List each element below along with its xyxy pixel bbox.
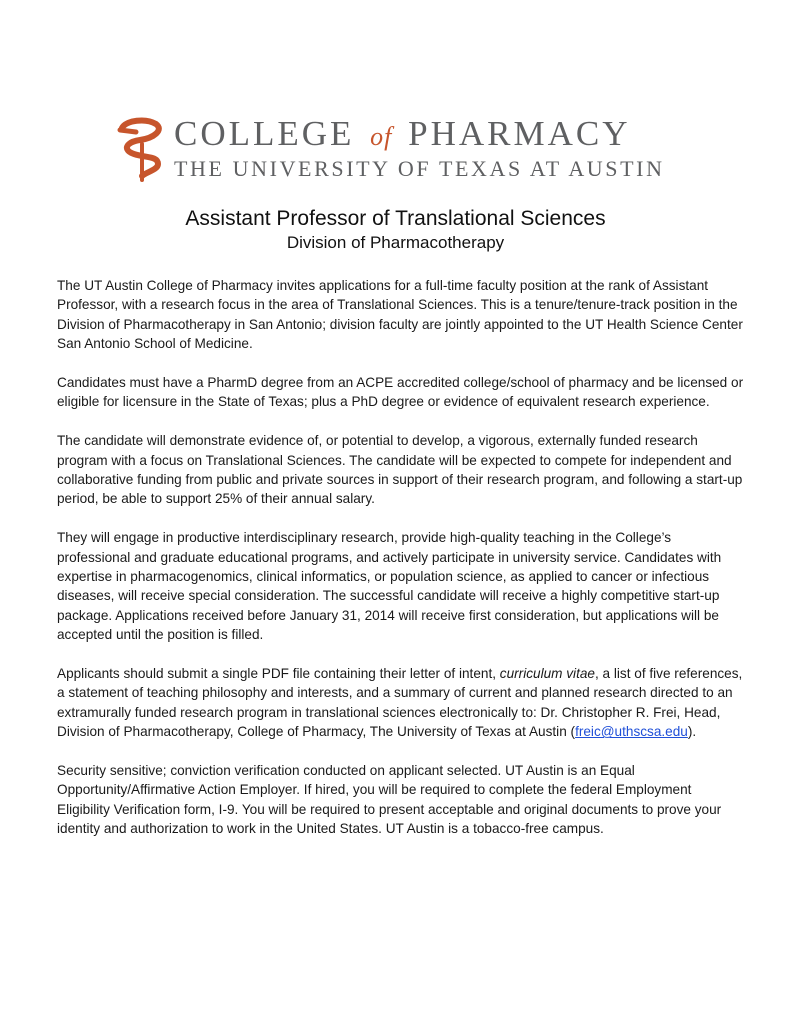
- document-body: [57, 276, 747, 858]
- application-cv-italic: curriculum vitae: [499, 666, 595, 682]
- paragraph-requirements: Candidates must have a PharmD degree from an ACPE accredited college/school of pharmacy and be licensed or eligible for licensure in the State of Texas; plus a PhD degree or evidence of equivalent research experience.: [57, 375, 744, 410]
- logo-university-text: THE UNIVERSITY OF TEXAS AT AUSTIN: [174, 156, 665, 181]
- logo-pharmacy-text: PHARMACY: [408, 114, 631, 153]
- rod-of-asclepius-logo-mark: [116, 114, 168, 184]
- page-subtitle: Division of Pharmacotherapy: [286, 233, 505, 252]
- paragraph-application: [57, 664, 747, 742]
- logo-college-text: COLLEGE: [174, 114, 355, 153]
- application-text-1: Applicants should submit a single PDF file containing their letter of intent,: [57, 666, 500, 682]
- page-title: Assistant Professor of Translational Sciences: [185, 207, 606, 230]
- application-text-3: ).: [687, 724, 697, 740]
- college-logo: [116, 114, 676, 184]
- paragraph-responsibilities: They will engage in productive interdisciplinary research, provide high-quality teaching in the College’s professional and graduate educational programs, and actively participate in university service. Candidates with expertise in pharmacogenomics, clinical informatics, or population science, as applied to cancer or infectious diseases, will receive special consideration. The successful candidate will receive a highly competitive start-up package. Applications received before January 31, 2014 will receive first consideration, but applications will be accepted until the position is filled.: [57, 530, 722, 643]
- email-link[interactable]: freic@uthscsa.edu: [575, 724, 688, 740]
- paragraph-security-notice: Security sensitive; conviction verification conducted on applicant selected. UT Austin is an Equal Opportunity/Affirmative Action Employer. If hired, you will be required to complete the federal Employment Eligibility Verification form, I-9. You will be required to present acceptable and original documents to prove your identity and authorization to work in the United States. UT Austin is a tobacco-free campus.: [57, 763, 722, 837]
- logo-of-text: of: [370, 122, 393, 151]
- application-text-2: , a list of five references, a statement of teaching philosophy and interests, and a summary of current and planned research directed to an extramurally funded research program in translational sciences electronically to: Dr. Christopher R. Frei, Head, Division of Pharmacotherapy, College of Pharmacy, The University of Texas at Austin (: [57, 666, 743, 740]
- paragraph-research-program: The candidate will demonstrate evidence of, or potential to develop, a vigorous, externally funded research program with a focus on Translational Sciences. The candidate will be expected to compete for independent and collaborative funding from public and private sources in support of their research program, and following a start-up period, be able to support 25% of their annual salary.: [57, 433, 743, 507]
- paragraph-intro: The UT Austin College of Pharmacy invites applications for a full-time faculty position at the rank of Assistant Professor, with a research focus in the area of Translational Sciences. This is a tenure/tenure-track position in the Division of Pharmacotherapy in San Antonio; division faculty are jointly appointed to the UT Health Science Center San Antonio School of Medicine.: [57, 278, 743, 352]
- logo-college-of-pharmacy: [174, 114, 631, 157]
